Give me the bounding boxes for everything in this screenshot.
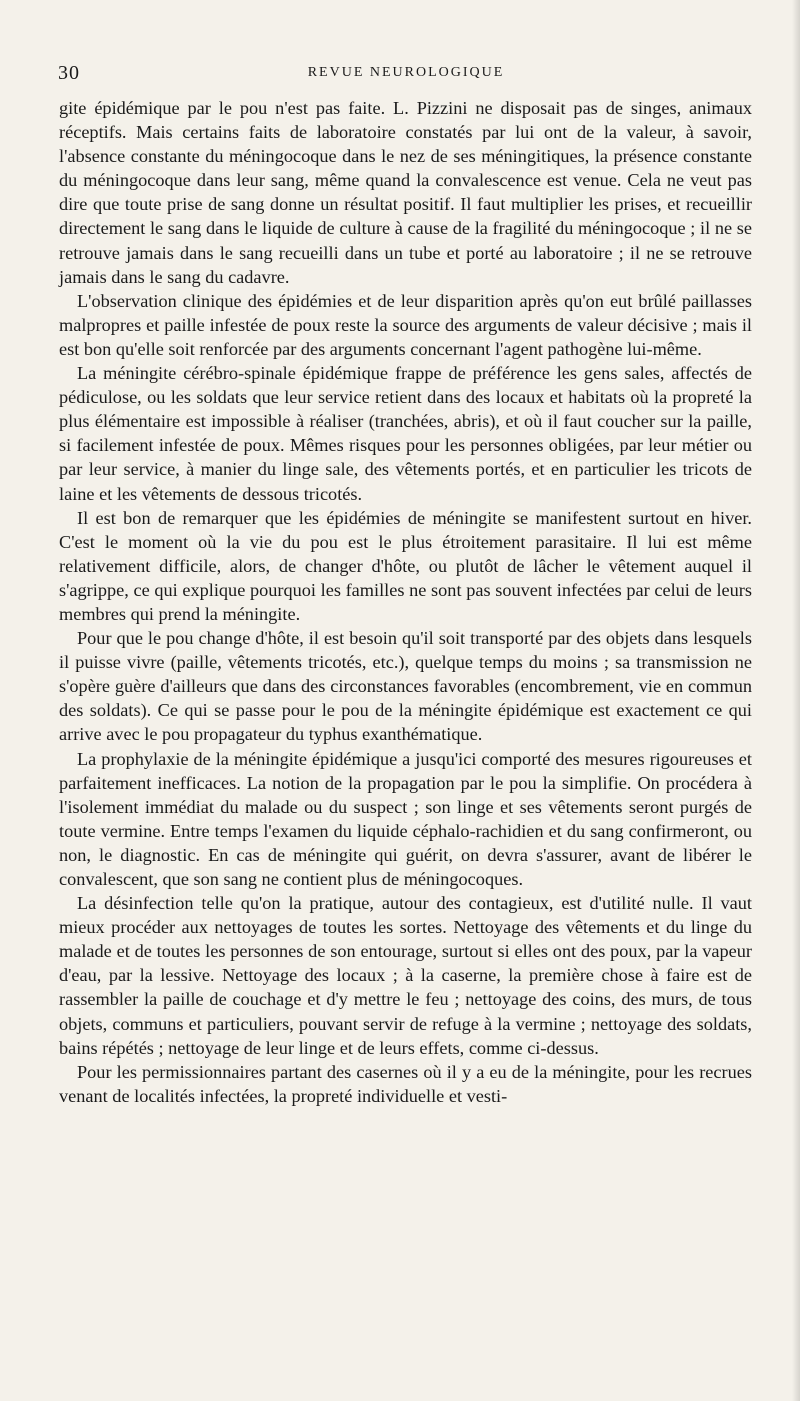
paragraph: gite épidémique par le pou n'est pas faite. L. Pizzini ne disposait pas de singes, animaux réceptifs. Mais certains faits de laboratoire constatés par lui ont de la valeur, à savoir, l'absence constante du méningocoque dans le nez de ses méningitiques, la présence constante du méningocoque dans leur sang, même quand la convalescence est venue. Cela ne veut pas dire que toute prise de sang donne un résultat positif. Il faut multiplier les prises, et recueillir directement le sang dans le liquide de culture à cause de la fragilité du méningocoque ; il ne se retrouve jamais dans le sang recueilli dans un tube et porté au laboratoire ; il ne se retrouve jamais dans le sang du cadavre. xyxy=(59,98,752,287)
paragraph: La prophylaxie de la méningite épidémique a jusqu'ici comporté des mesures rigoureuses et parfaitement inefficaces. La notion de la propagation par le pou la simplifie. On procédera à l'isolement immédiat du malade ou du suspect ; son linge et ses vêtements seront purgés de toute vermine. Entre temps l'examen du liquide céphalo-rachidien et du sang confirmeront, ou non, le diagnostic. En cas de méningite qui guérit, on devra s'assurer, avant de libérer le convalescent, que son sang ne contient plus de méningocoques. xyxy=(59,748,752,889)
page-edge-shadow xyxy=(792,0,800,1401)
page-number: 30 xyxy=(58,62,80,84)
paragraph: La méningite cérébro-spinale épidémique frappe de préférence les gens sales, affectés de pédiculose, ou les soldats que leur service retient dans des locaux et habitats où la propreté la plus élémentaire est impossible à réaliser (tranchées, abris), et où il faut coucher sur la paille, si facilement infestée de poux. Mêmes risques pour les personnes obligées, par leur métier ou par leur service, à manier du linge sale, des vêtements portés, et en particulier les tricots de laine et les vêtements de dessous tricotés. xyxy=(59,363,752,504)
paragraph: Pour que le pou change d'hôte, il est besoin qu'il soit transporté par des objets dans lesquels il puisse vivre (paille, vêtements tricotés, etc.), quelque temps du moins ; sa transmission ne s'opère guère d'ailleurs que dans des circonstances favorables (encombrement, vie en commun des soldats). Ce qui se passe pour le pou de la méningite épidémique est exactement ce qui arrive avec le pou propagateur du typhus exanthématique. xyxy=(59,628,752,745)
paragraph: L'observation clinique des épidémies et de leur disparition après qu'on eut brûlé paillasses malpropres et paille infestée de poux reste la source des arguments de valeur décisive ; mais il est bon qu'elle soit renforcée par des arguments concernant l'agent pathogène lui-même. xyxy=(59,290,752,359)
running-title: REVUE NEUROLOGIQUE xyxy=(307,65,505,80)
body-text xyxy=(59,96,752,1108)
paragraph: La désinfection telle qu'on la pratique, autour des contagieux, est d'utilité nulle. Il vaut mieux procéder aux nettoyages de toutes les sortes. Nettoyage des vêtements et du linge du malade et de toutes les personnes de son entourage, surtout si elles ont des poux, par la vapeur d'eau, par la lessive. Nettoyage des locaux ; à la caserne, la première chose à faire est de rassembler la paille de couchage et d'y mettre le feu ; nettoyage des coins, des murs, de tous objets, communs et particuliers, pouvant servir de refuge à la vermine ; nettoyage des soldats, bains répétés ; nettoyage de leur linge et de leurs effets, comme ci-dessus. xyxy=(59,893,752,1058)
paragraph: Il est bon de remarquer que les épidémies de méningite se manifestent surtout en hiver. C'est le moment où la vie du pou est le plus étroitement parasitaire. Il lui est même relativement difficile, alors, de changer d'hôte, ou plutôt de lâcher le vêtement auquel il s'agrippe, ce qui explique pourquoi les familles ne sont pas souvent infectées par celui de leurs membres qui prend la méningite. xyxy=(59,507,752,624)
page-header xyxy=(58,62,754,88)
paragraph: Pour les permissionnaires partant des casernes où il y a eu de la méningite, pour les recrues venant de localités infectées, la propreté individuelle et vesti- xyxy=(59,1061,752,1106)
